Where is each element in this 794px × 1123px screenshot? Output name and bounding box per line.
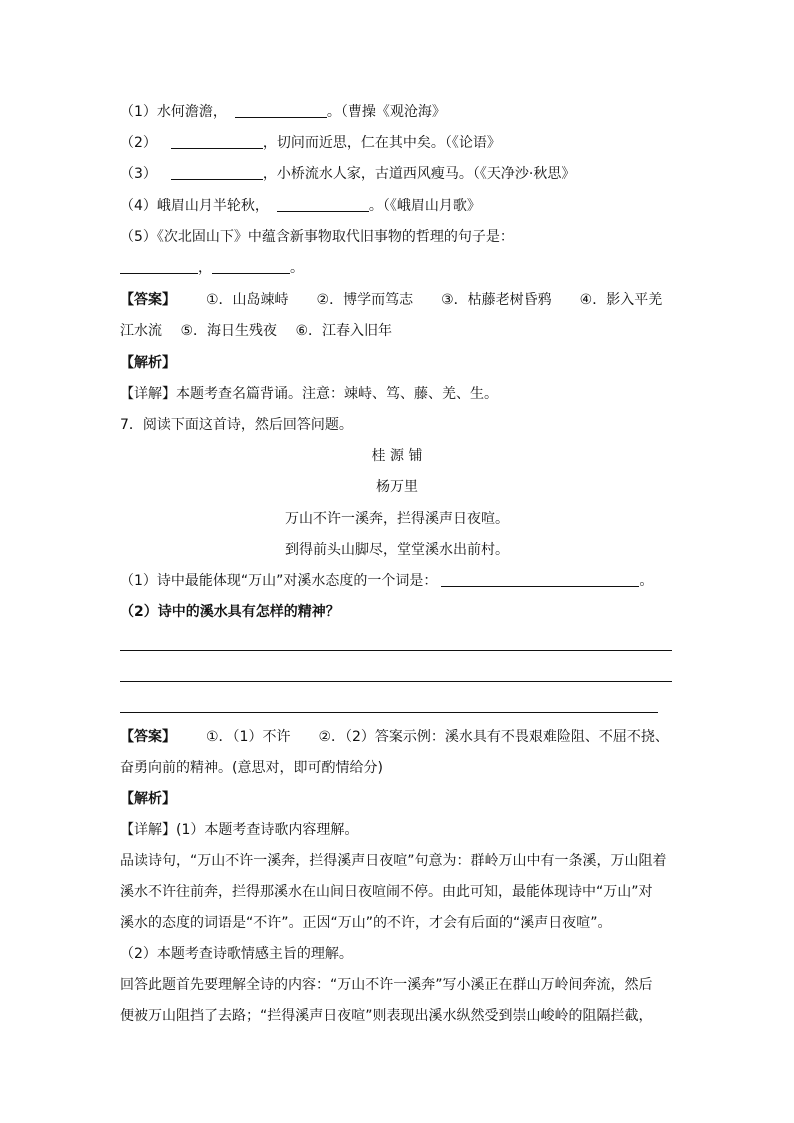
poem-line-1: 万山不许一溪奔，拦得溪声日夜喧。 — [285, 511, 509, 527]
q6-line-6: ， 。 — [120, 258, 304, 278]
answer-tag: 【答案】 — [120, 729, 176, 745]
answer-blank[interactable] — [277, 197, 369, 212]
q7-sub-2: （2）诗中的溪水具有怎样的精神？ — [120, 604, 340, 620]
answer-line[interactable] — [120, 712, 658, 713]
q6-answer-line-1: 【答案】 ①．山岛竦峙 ②．博学而笃志 ③．枯藤老树昏鸦 ④．影入平羌 — [120, 292, 663, 308]
analysis-tag: 【解析】 — [120, 355, 176, 371]
q6-answer-line-2: 江水流 ⑤．海日生残夜 ⑥．江春入旧年 — [120, 323, 393, 339]
q7-para-1-line-2: 溪水不许往前奔，拦得那溪水在山间日夜喧闹不停。由此可知，最能体现诗中“万山”对 — [120, 884, 653, 900]
q6-line-4: （4）峨眉山月半轮秋， 。（《峨眉山月歌》 — [120, 198, 481, 214]
q7-para-2-line-1: 回答此题首先要理解全诗的内容：“万山不许一溪奔”写小溪正在群山万岭间奔流，然后 — [120, 977, 653, 993]
q6-line-3: （3） ，小桥流水人家，古道西风瘦马。（《天净沙·秋思》 — [120, 166, 576, 182]
q7-detail-2: （2）本题考查诗歌情感主旨的理解。 — [120, 946, 353, 962]
answer-blank[interactable] — [171, 165, 263, 180]
q7-para-1-line-3: 溪水的态度的词语是“不许”。正因“万山”的不许，才会有后面的“溪声日夜喧”。 — [120, 915, 612, 931]
q6-line-1: （1）水何澹澹， 。（曹操《观沧海》 — [120, 104, 446, 120]
answer-blank[interactable] — [235, 103, 327, 118]
answer-tag: 【答案】 — [120, 292, 176, 308]
q7-answer-line-1: 【答案】 ①．（1）不许 ②．（2）答案示例：溪水具有不畏艰难险阻、不屈不挠、 — [120, 729, 669, 745]
answer-line[interactable] — [120, 650, 672, 651]
answer-line[interactable] — [120, 681, 672, 682]
answer-blank[interactable] — [212, 259, 290, 274]
poem-line-2: 到得前头山脚尽，堂堂溪水出前村。 — [285, 542, 509, 558]
analysis-tag: 【解析】 — [120, 791, 176, 807]
q6-detail: 【详解】本题考查名篇背诵。注意：竦峙、笃、藤、羌、生。 — [120, 386, 498, 402]
q7-detail-1: 【详解】(1）本题考查诗歌内容理解。 — [120, 822, 359, 838]
answer-blank[interactable] — [120, 259, 198, 274]
poem-title: 桂 源 铺 — [371, 448, 423, 464]
poem-author: 杨万里 — [376, 479, 418, 495]
q6-line-5: （5）《次北固山下》中蕴含新事物取代旧事物的哲理的句子是： — [120, 229, 514, 245]
q7-para-2-line-2: 便被万山阻挡了去路；“拦得溪声日夜喧”则表现出溪水纵然受到崇山峻岭的阻隔拦截， — [120, 1008, 653, 1024]
q7-sub-1: （1）诗中最能体现“万山”对溪水态度的一个词是： 。 — [120, 573, 654, 589]
q7-stem: 7．阅读下面这首诗，然后回答问题。 — [120, 417, 353, 433]
answer-blank[interactable] — [441, 572, 639, 587]
q7-para-1-line-1: 品读诗句，“万山不许一溪奔，拦得溪声日夜喧”句意为：群岭万山中有一条溪，万山阻着 — [120, 853, 667, 869]
q6-line-2: （2） ，切问而近思，仁在其中矣。（《论语》 — [120, 135, 501, 151]
answer-blank[interactable] — [171, 134, 263, 149]
q7-answer-line-2: 奋勇向前的精神。(意思对，即可酌情给分) — [120, 760, 383, 776]
